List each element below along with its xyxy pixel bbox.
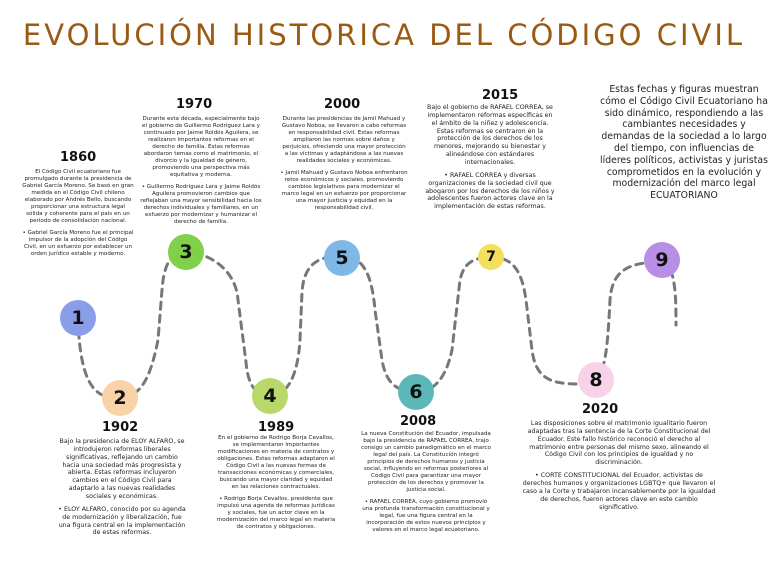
node-2: 2 [102,380,138,416]
node-9: 9 [644,242,680,278]
text-1902 [58,438,186,542]
text-2015-figure: • RAFAEL CORREA y diversas organizaciones de la sociedad civil que abogaron por los derechos de los niños y adolescentes fueron actores clave en la implementación de estas reformas. [425,171,555,211]
text-2008-figure: • RAFAEL CORREA, cuyo gobierno promovió una profunda transformación constitucional y legal, fue una figura central en la incorporación de estos nuevos principios y valores en el marco legal ecuatoriano. [362,498,490,533]
text-2020 [522,420,716,516]
text-1902-main: Bajo la presidencia de ELOY ALFARO, se introdujeron reformas liberales significativas, reflejando un cambio hacia una sociedad más progresista y abierta. Estas reformas incluyeron cambios en el Código Civil para adaptarlo a las nuevas realidades sociales y económicas. [59,438,185,501]
text-1860 [22,169,134,263]
closing-summary-text: Estas fechas y figuras muestran cómo el Código Civil Ecuatoriano ha sido dinámico, respondiendo a las cambiantes necesidades y demandas de la sociedad a lo largo del tiempo, con influencias de líderes políticos, activistas y juristas comprometidos en la evolución y modernización del marco legal ECUATORIANO [600,84,768,202]
node-5: 5 [324,240,360,276]
node-1: 1 [60,300,96,336]
text-1989-figure: • Rodrigo Borja Cevallos, presidente que impulsó una agenda de reformas jurídicas y sociales, fue un actor clave en la modernización del marco legal en materia de contratos y obligaciones. [216,495,336,530]
text-1860-figure: • Gabriel García Moreno fue el principal impulsor de la adopción del Código Civil, en un esfuerzo por establecer un orden jurídico estable y moderno. [22,229,134,257]
year-1970: 1970 [176,97,213,112]
node-3: 3 [168,234,204,270]
page-title: EVOLUCIÓN HISTORICA DEL CÓDIGO CIVIL [22,18,746,52]
text-1970-figure: • Guillermo Rodríguez Lara y Jaime Roldós Aguilera promovieron cambios que reflejaban una mayor sensibilidad hacia los derechos individuales y familiares, en un esfuerzo por modernizar y humanizar el derecho de familia. [140,183,262,225]
text-1989-main: En el gobierno de Rodrigo Borja Cevallos, se implementaron importantes modificaciones en materia de contratos y obligaciones. Estas reformas adaptaron el Código Civil a las nuevas formas de transacciones económicas y comerciales, buscando una mayor claridad y equidad en las relaciones contractuales. [217,435,335,490]
text-2020-figure: • CORTE CONSTITUCIONAL del Ecuador, activistas de derechos humanos y organizaciones LGBTQ+ que llevaron el caso a la Corte y trabajaron incansablemente por la igualdad de derechos, fueron actores clave en este cambio significativo. [522,472,716,511]
year-2000: 2000 [324,97,361,112]
text-1970-main: Durante esta década, especialmente bajo el gobierno de Guillermo Rodríguez Lara y continuado por Jaime Roldós Aguilera, se realizaron importantes reformas en el derecho de familia. Estas reformas abordaron temas como el matrimonio, el divorcio y la igualdad de género, promoviendo una perspectiva más equitativa y moderna. [142,116,260,178]
text-1970 [140,116,262,231]
text-2015-main: Bajo el gobierno de RAFAEL CORREA, se implementaron reformas específicas en el ámbito de la niñez y adolescencia. Estas reformas se centraron en la protección de los derechos de los menores, mejorando su bienestar y alineándose con estándares internacionales. [427,104,553,167]
text-2008 [360,431,492,539]
text-2000-main: Durante las presidencias de Jamil Mahuad y Gustavo Noboa, se llevaron a cabo reformas en responsabilidad civil. Estas reformas ampliaron las normas sobre daños y perjuicios, ofreciendo una mayor protección a las víctimas y adaptándose a las nuevas realidades sociales y económicas. [281,116,407,164]
year-1860: 1860 [60,150,97,165]
text-1989 [216,435,336,536]
text-2000-figure: • Jamil Mahuad y Gustavo Noboa enfrentaron retos económicos y sociales, promoviendo cambios legislativos para modernizar el marco legal en un esfuerzo por proporcionar una mayor justicia y equidad en la responsabilidad civil. [280,169,408,211]
text-1860-main: El Código Civil ecuatoriano fue promulgado durante la presidencia de Gabriel García Moreno. Se basó en gran medida en el Código Civil chileno elaborado por Andrés Bello, buscando proporcionar una estructura legal sólida y coherente para el país en un período de consolidación nacional. [22,169,134,224]
year-2020: 2020 [582,402,619,417]
node-4: 4 [252,378,288,414]
year-1989: 1989 [258,420,295,435]
text-1902-figure: • ELOY ALFARO, conocido por su agenda de modernización y liberalización, fue una figura central en la implementación de estas reformas. [58,505,186,537]
node-8: 8 [578,362,614,398]
text-2020-main: Las disposiciones sobre el matrimonio igualitario fueron adaptadas tras la sentencia de la Corte Constitucional del Ecuador. Este fallo histórico reconoció el derecho al matrimonio entre personas del mismo sexo, alineando el Código Civil con los principios de igualdad y no discriminación. [527,420,711,467]
year-2008: 2008 [400,414,437,429]
node-6: 6 [398,374,434,410]
text-2000 [280,116,408,217]
year-1902: 1902 [102,420,139,435]
year-2015: 2015 [482,88,519,103]
closing-summary [600,84,768,202]
node-7: 7 [478,244,504,270]
text-2015 [424,104,556,216]
text-2008-main: La nueva Constitución del Ecuador, impulsada bajo la presidencia de RAFAEL CORREA, trajo consigo un cambio paradigmático en el marco legal del país. La Constitución integró principios de derechos humanos y justicia social, influyendo en reformas posteriores al Código Civil para garantizar una mayor protección de los derechos y promover la justicia social. [361,431,491,493]
